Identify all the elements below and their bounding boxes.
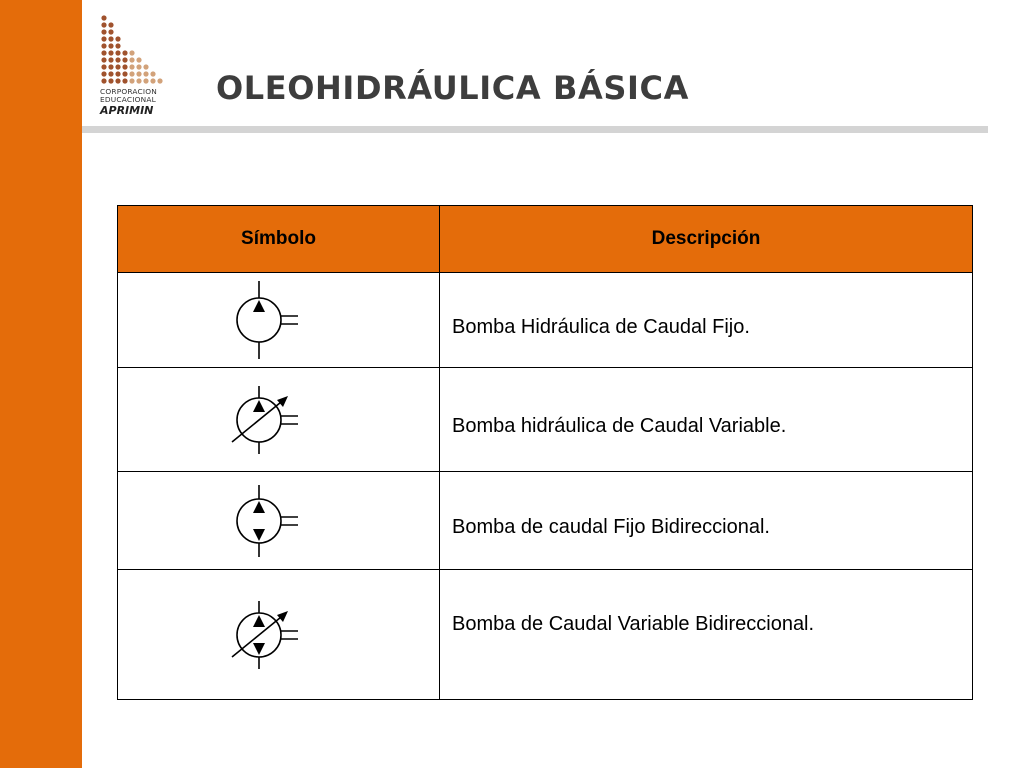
logo-text-corporacion: CORPORACION [100, 87, 158, 96]
symbols-table [117, 205, 973, 700]
symbol-cell [118, 570, 440, 700]
table-header-row [118, 206, 973, 273]
symbol-cell [118, 368, 440, 472]
variable-pump-symbol-icon [218, 386, 298, 454]
page-title: OLEOHIDRÁULICA BÁSICA [216, 69, 689, 107]
fixed-pump-symbol-icon [218, 281, 298, 359]
symbol-cell [118, 472, 440, 570]
description-cell: Bomba hidráulica de Caudal Variable. [440, 368, 973, 472]
table-row [118, 273, 973, 368]
table-row [118, 472, 973, 570]
variable-bidirectional-pump-symbol-icon [218, 601, 298, 669]
symbol-cell [118, 273, 440, 368]
logo-brand: APRIMIN [100, 104, 154, 117]
description-cell: Bomba de caudal Fijo Bidireccional. [440, 472, 973, 570]
header-symbol: Símbolo [118, 206, 440, 273]
table-row [118, 368, 973, 472]
table-row [118, 570, 973, 700]
description-cell: Bomba Hidráulica de Caudal Fijo. [440, 273, 973, 368]
logo-dots-icon [96, 12, 172, 88]
description-cell: Bomba de Caudal Variable Bidireccional. [440, 570, 973, 700]
fixed-bidirectional-pump-symbol-icon [218, 485, 298, 557]
logo-text-educacional: EDUCACIONAL [100, 95, 156, 104]
aprimin-logo [96, 12, 172, 118]
header-description: Descripción [440, 206, 973, 273]
side-accent-bar [0, 0, 82, 768]
title-divider [82, 126, 988, 133]
